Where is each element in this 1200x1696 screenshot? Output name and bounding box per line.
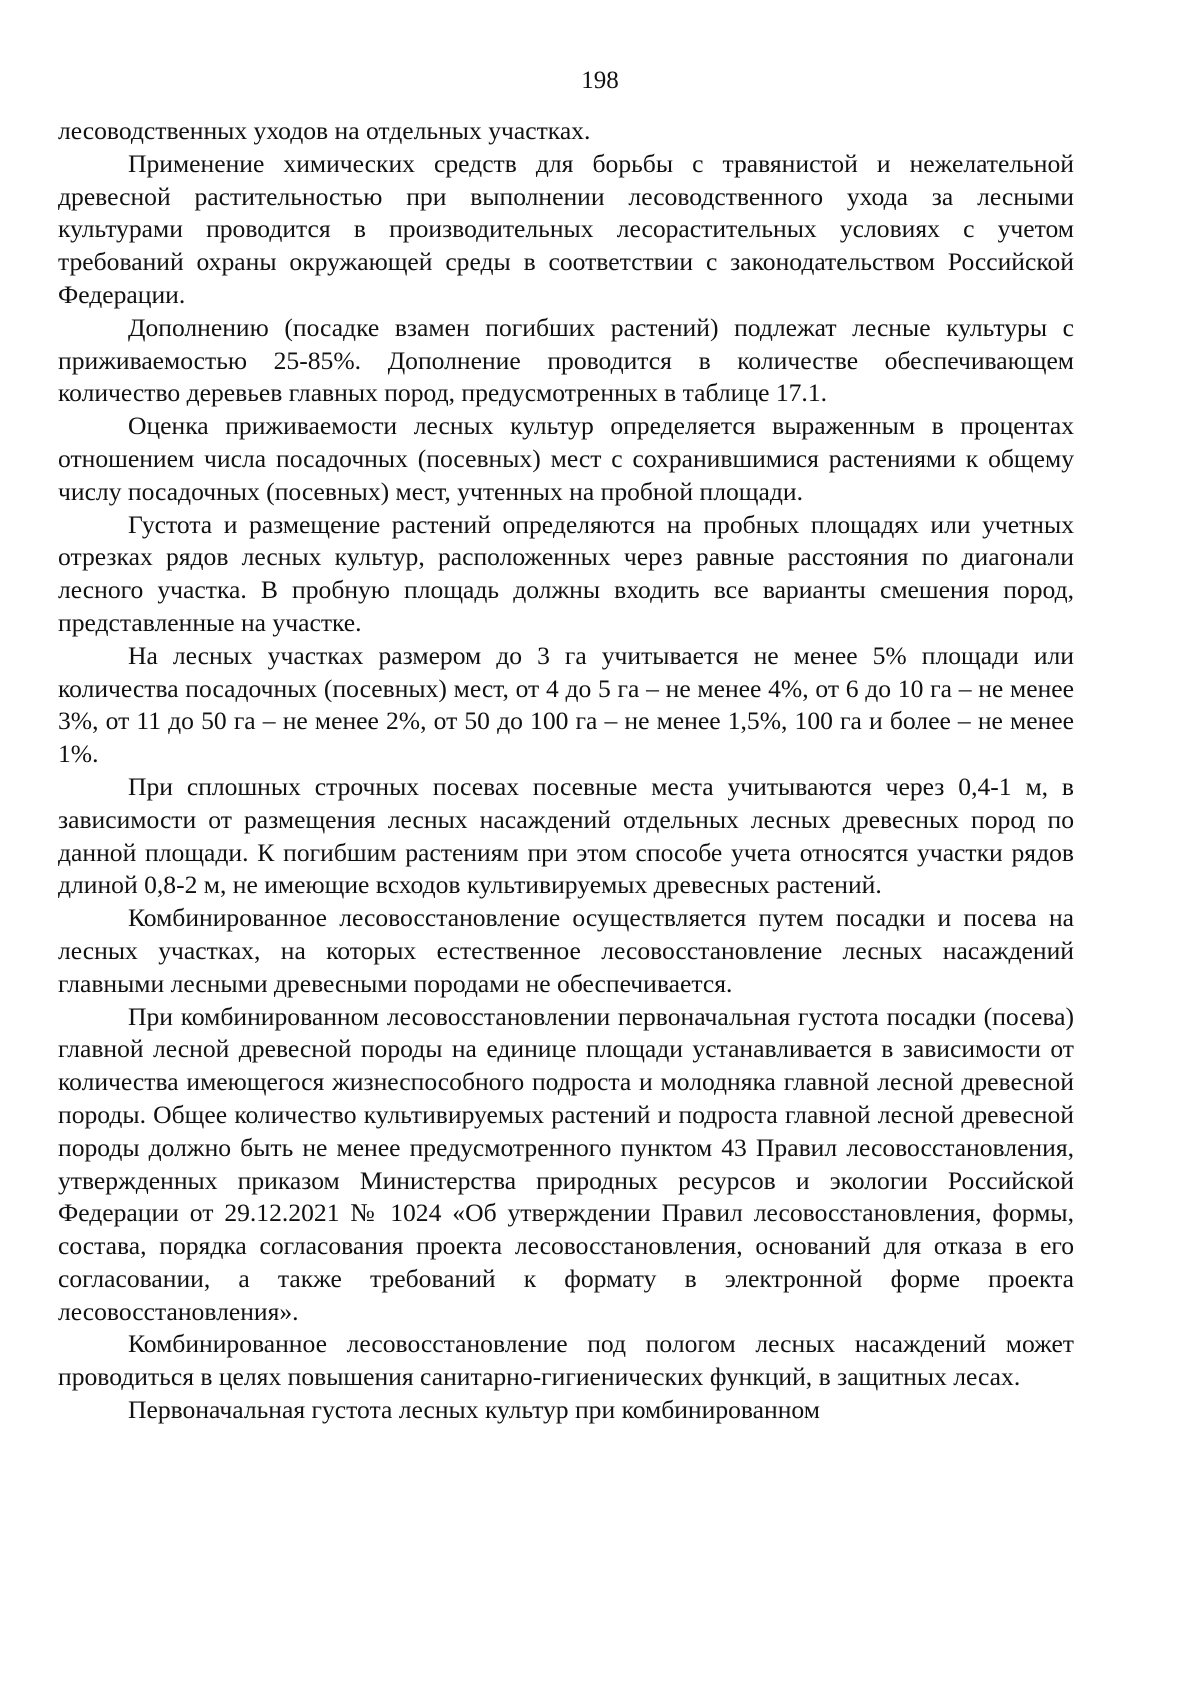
paragraph: При комбинированном лесовосстановлении первоначальная густота посадки (посева) главной лесной древесной породы на единице площади устанавливается в зависимости от количества имеющегося жизнеспособного подроста и молодняка главной лесной древесной породы. Общее количество культивируемых растений и подроста главной лесной древесной породы должно быть не менее предусмотренного пунктом 43 Правил лесовосстановления, утвержденных приказом Министерства природных ресурсов и экологии Российской Федерации от 29.12.2021 № 1024 «Об утверждении Правил лесовосстановления, формы, состава, порядка согласования проекта лесовосстановления, оснований для отказа в его согласовании, а также требований к формату в электронной форме проекта лесовосстановления». — [58, 1001, 1074, 1326]
paragraph: Применение химических средств для борьбы с травянистой и нежелательной древесной растительностью при выполнении лесоводственного ухода за лесными культурами проводится в производительных лесорастительных условиях с учетом требований охраны окружающей среды в соответствии с законодательством Российской Федерации. — [58, 148, 1074, 309]
paragraph: Дополнению (посадке взамен погибших растений) подлежат лесные культуры с приживаемостью 25-85%. Дополнение проводится в количестве обеспечивающем количество деревьев главных пород, предусмотренных в таблице 17.1. — [58, 312, 1074, 408]
paragraph: Комбинированное лесовосстановление под пологом лесных насаждений может проводиться в целях повышения санитарно-гигиенических функций, в защитных лесах. — [58, 1329, 1074, 1392]
page-number: 198 — [581, 67, 619, 94]
body-text — [58, 115, 1074, 1427]
paragraph: Оценка приживаемости лесных культур определяется выраженным в процентах отношением числа посадочных (посевных) мест с сохранившимися растениями к общему числу посадочных (посевных) мест, учтенных на пробной площади. — [58, 411, 1074, 506]
paragraph: Первоначальная густота лесных культур при комбинированном — [128, 1395, 820, 1425]
paragraph: При сплошных строчных посевах посевные места учитываются через 0,4-1 м, в зависимости от размещения лесных насаждений отдельных лесных древесных пород по данной площади. К погибшим растениям при этом способе учета относятся участки рядов длиной 0,8-2 м, не имеющие всходов культивируемых древесных растений. — [58, 771, 1074, 900]
paragraph: Комбинированное лесовосстановление осуществляется путем посадки и посева на лесных участках, на которых естественное лесовосстановление лесных насаждений главными лесными древесными породами не обеспечивается. — [58, 903, 1074, 998]
paragraph: На лесных участках размером до 3 га учитывается не менее 5% площади или количества посадочных (посевных) мест, от 4 до 5 га – не менее 4%, от 6 до 10 га – не менее 3%, от 11 до 50 га – не менее 2%, от 50 до 100 га – не менее 1,5%, 100 га и более – не менее 1%. — [58, 640, 1074, 769]
paragraph: лесоводственных уходов на отдельных участках. — [58, 116, 591, 145]
paragraph: Густота и размещение растений определяются на пробных площадях или учетных отрезках рядов лесных культур, расположенных через равные расстояния по диагонали лесного участка. В пробную площадь должны входить все варианты смешения пород, представленные на участке. — [58, 509, 1074, 637]
